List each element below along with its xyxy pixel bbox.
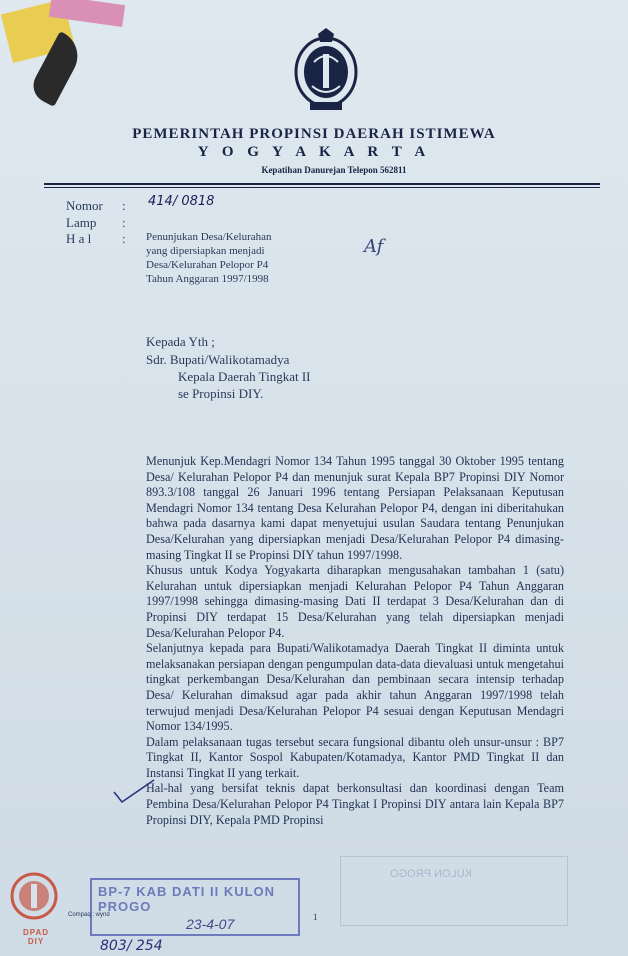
nomor-value: 414/ 0818 [148, 194, 215, 209]
lamp-label: Lamp [66, 215, 97, 230]
bleed-through-text: KULON PROGO [390, 868, 472, 880]
subject-block [146, 230, 272, 286]
body-paragraph-2: Khusus untuk Kodya Yogyakarta diharapkan mengusahakan tambahan 1 (satu) Kelurahan untuk dipersiapkan menjadi Kelurahan Pelopor P4 Tahun Anggaran 1997/1998 sehingga dimasing-masing Dati II terdapat 3 Desa/Kelurahan dan di Propinsi DIY terdapat 15 Desa/Kelurahan yang telah dipersiapkan menjadi Desa/Kelurahan Pelopor P4. [146, 563, 564, 640]
body-paragraph-4: Dalam pelaksanaan tugas tersebut secara fungsional dibantu oleh unsur-unsur : BP7 Tingkat II, Kantor Sospol Kabupaten/Kotamadya, Kantor PMD Tingkat II dan Instansi Tingkat II yang terkait. [146, 734, 564, 780]
letterhead-rule-thick [44, 183, 600, 185]
footer-compaq: Compaq : wynd [68, 912, 110, 918]
yogyakarta-emblem-icon [292, 28, 360, 112]
nomor-label: Nomor [66, 198, 103, 213]
recipient-title: Kepala Daerah Tingkat II [178, 369, 311, 384]
letterhead-title: PEMERINTAH PROPINSI DAERAH ISTIMEWA [132, 126, 496, 142]
subject-line: Penunjukan Desa/Kelurahan [146, 231, 272, 243]
sticky-note [6, 0, 124, 60]
nomor-colon: : [122, 198, 126, 213]
archive-logo-label [16, 928, 56, 946]
letterhead-rule-thin [44, 187, 600, 188]
checkmark-icon [112, 778, 156, 804]
subject-line: Tahun Anggaran 1997/1998 [146, 273, 269, 285]
hal-row [0, 231, 628, 251]
letter-body [146, 454, 564, 828]
body-paragraph-5: Hal-hal yang bersifat teknis dapat berkonsultasi dan koordinasi dengan Team Pembina Desa/Kelurahan Pelopor P4 Tingkat I Propinsi DIY antara lain Kepala BP7 Propinsi DIY, Kepala PMD Propinsi [146, 781, 564, 827]
stamp-number: 803/ 254 [100, 938, 163, 954]
archive-logo-line1: DPAD [22, 928, 50, 937]
lamp-colon: : [122, 215, 126, 230]
subject-line: Desa/Kelurahan Pelopor P4 [146, 259, 269, 271]
hal-colon: : [122, 231, 126, 246]
stamp-date: 23-4-07 [186, 916, 235, 932]
body-paragraph-1: Menunjuk Kep.Mendagri Nomor 134 Tahun 1995 tanggal 30 Oktober 1995 tentang Desa/ Kelurahan Pelopor P4 dan menunjuk surat Kepala BP7 Propinsi DIY Nomor 893.3/108 tanggal 26 Januari 1996 tentang Persiapan Pelaksanaan Keputusan Mendagri Nomor 134 tentang Desa Kelurahan Pelopor P4, dengan ini diberitahukan bahwa pada dasarnya kami dapat menyetujui usulan Saudara tentang Penunjukan Desa/Kelurahan yang dipersiapkan menjadi Desa/Kelurahan Pelopor P4 dimasing-masing Tingkat II se Propinsi DIY tahun 1997/1998. [146, 454, 564, 562]
recipient-region: se Propinsi DIY. [178, 386, 264, 401]
stamp-agency: BP-7 KAB DATI II KULON PROGO [98, 884, 276, 914]
bleed-through-stamp [340, 856, 568, 926]
recipient-name: Sdr. Bupati/Walikotamadya [146, 352, 290, 367]
handwritten-paraf: Af [364, 236, 384, 257]
page-number: 1 [313, 912, 318, 922]
hal-label: H a l [66, 231, 92, 246]
subject-line: yang dipersiapkan menjadi [146, 245, 265, 257]
body-paragraph-3: Selanjutnya kepada para Bupati/Walikotamadya Daerah Tingkat II diminta untuk melaksanakan persiapan dengan pengumpulan data-data dievaluasi untuk mengetahui tingkat perkembangan Desa/Kelurahan dan pembinaan secara intensip terhadap Desa/ Kelurahan dimaksud agar pada akhir tahun Anggaran 1997/1998 telah terwujud menjadi Desa/Kelurahan Pelopor P4 sesuai dengan Keputusan Mendagri Nomor 134/1995. [146, 641, 564, 734]
recipient-salutation: Kepada Yth ; [146, 334, 215, 349]
incoming-mail-stamp [90, 878, 300, 936]
letterhead-city: Y O G Y A K A R T A [197, 144, 431, 160]
archive-logo-line2: DIY [27, 937, 45, 946]
letterhead-address: Kepatihan Danurejan Telepon 562811 [261, 165, 407, 175]
